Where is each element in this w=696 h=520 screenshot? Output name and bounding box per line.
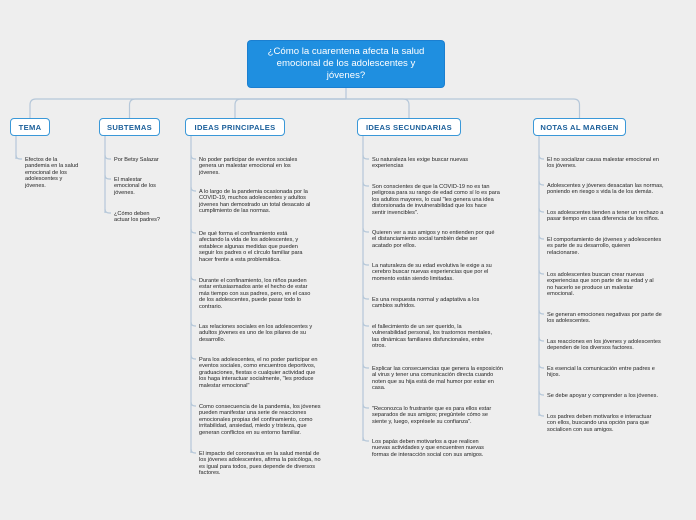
branch-item[interactable]: Para los adolescentes, el no poder participar en eventos sociales, como encuentros deportivos, graduaciones, fiestas o cualquier actividad que los haga interactuar socialmente, "les produce malestar emocional" — [199, 357, 318, 389]
branch-item[interactable]: Durante el confinamiento, los niños pueden estar entusiasmados ante el hecho de estar más tiempo con sus padres, pero, en el caso de los adolescentes, puede pasar todo lo contrario. — [199, 278, 311, 310]
branch-item[interactable]: Por Betsy Salazar — [114, 157, 159, 163]
item-connector-1-1 — [105, 175, 111, 179]
item-connector-3-6 — [363, 364, 369, 368]
branch-item[interactable]: Como consecuencia de la pandemia, los jóvenes pueden manifestar una serie de reacciones emocionales propias del confinamiento, como irritabilidad, ansiedad, miedo y tristeza, que generan conflictos en su entorno familiar. — [199, 404, 321, 436]
branch-item[interactable]: La naturaleza de su edad evolutiva le exige a su cerebro buscar nuevas experiencias que por el momento están siendo limitadas. — [372, 263, 492, 282]
branch-item[interactable]: Se debe apoyar y comprender a los jóvenes. — [547, 393, 659, 399]
item-connector-2-0 — [191, 155, 196, 159]
branch-connector-1 — [130, 99, 347, 118]
branch-item[interactable]: Quieren ver a sus amigos y no entienden por qué el distanciamiento social también debe ser acatado por ellos. — [372, 230, 495, 249]
branch-item[interactable]: Los padres deben motivarlos e interactuar con ellos, buscando una opción para que socialicen con sus amigos. — [547, 414, 652, 433]
branch-item[interactable]: De qué forma el confinamiento está afectando la vida de los adolescentes, y establece algunas medidas que pueden seguir los padres o el círculo familiar para hacer frente a esta problemática. — [199, 231, 303, 263]
branch-connector-2 — [235, 99, 346, 118]
item-connector-1-0 — [105, 155, 111, 159]
item-connector-3-0 — [363, 155, 369, 159]
item-connector-4-1 — [539, 181, 544, 185]
item-connector-4-6 — [539, 337, 544, 341]
branch-label: IDEAS SECUNDARIAS — [365, 122, 453, 132]
item-connector-2-3 — [191, 276, 196, 280]
branch-item[interactable]: Los adolescentes buscan crear nuevas experiencias que son parte de su edad y al no hacerlo se produce un malestar emocional. — [547, 272, 654, 298]
branch-item[interactable]: Adolescentes y jóvenes desacatan las normas, poniendo en riesgo s vida la de los demás. — [547, 183, 664, 196]
branch-notas-al-margen[interactable] — [533, 118, 626, 136]
item-connector-1-2 — [105, 209, 111, 213]
item-connector-0-0 — [16, 155, 22, 159]
branch-item[interactable]: No poder participar de eventos sociales genera un malestar emocional en los jóvenes. — [199, 157, 298, 176]
item-connector-4-3 — [539, 235, 544, 239]
item-connector-4-7 — [539, 364, 544, 368]
item-connector-2-5 — [191, 355, 196, 359]
item-connector-4-9 — [539, 412, 544, 416]
item-connector-2-1 — [191, 187, 196, 191]
branch-subtemas[interactable] — [99, 118, 160, 136]
branch-connector-4 — [346, 99, 580, 118]
branch-item[interactable]: Es esencial la comunicación entre padres e hijos. — [547, 366, 655, 379]
item-connector-4-2 — [539, 208, 544, 212]
branch-item[interactable]: ¿Cómo deben actuar los padres? — [114, 211, 161, 224]
branch-item[interactable]: Su naturaleza les exige buscar nuevas experiencias — [372, 157, 469, 170]
item-connector-3-4 — [363, 295, 369, 299]
central-topic-label: ¿Cómo la cuarentena afecta la salud emocional de los adolescentes y jóvenes? — [267, 46, 425, 81]
branch-ideas-secundarias[interactable] — [357, 118, 461, 136]
branch-ideas-principales[interactable] — [185, 118, 285, 136]
item-connector-4-0 — [539, 155, 544, 159]
item-connector-2-2 — [191, 229, 196, 233]
item-connector-4-8 — [539, 391, 544, 395]
branch-item[interactable]: Se generan emociones negativas por parte de los adolescentes. — [547, 312, 662, 325]
branch-tema[interactable] — [10, 118, 50, 136]
branch-item[interactable]: Los papás deben motivarlos a que realicen nuevas actividades y que encuentren nuevas formas de interacción social con sus amigos. — [372, 439, 484, 458]
branch-item[interactable]: Son conscientes de que la COVID-19 no es tan peligrosa para su rango de edad como sí lo es para los adultos mayores, lo cual "les genera una idea distorsionada de invulnerabilidad que los hace sentir invencibles". — [372, 184, 500, 216]
item-connector-2-6 — [191, 402, 196, 406]
branch-item[interactable]: A lo largo de la pandemia ocasionada por la COVID-19, muchos adolescentes y adultos jóvenes han demostrado un total desacato al cumplimiento de las normas. — [199, 189, 311, 215]
item-connector-3-5 — [363, 322, 369, 326]
branch-item[interactable]: Los adolescentes tienden a tener un rechazo a pasar tiempo en casa diferencia de los niños. — [547, 210, 664, 223]
branch-label: NOTAS AL MARGEN — [540, 122, 619, 132]
branch-label: TEMA — [18, 122, 42, 132]
item-connector-3-1 — [363, 182, 369, 186]
branch-item[interactable]: El no socializar causa malestar emocional en los jóvenes. — [547, 157, 659, 170]
branch-item[interactable]: "Reconozca lo frustrante que es para ellos estar separados de sus amigos; pregúntele cómo se siente y, luego, exprésele su confianza". — [372, 406, 492, 425]
item-connector-2-4 — [191, 322, 196, 326]
branch-item[interactable]: Explicar las consecuencias que genera la exposición al virus y tener una comunicación directa cuando noten que su hija está de mal humor por estar en casa. — [372, 366, 503, 392]
item-connector-3-7 — [363, 404, 369, 408]
item-connector-3-3 — [363, 261, 369, 265]
branch-connector-3 — [346, 99, 409, 118]
branch-label: SUBTEMAS — [106, 122, 152, 132]
branch-item[interactable]: el fallecimiento de un ser querido, la vulnerabilidad personal, los trastornos mentales, las dinámicas familiares disfuncionales, entre otros. — [372, 324, 493, 350]
branch-item[interactable]: El comportamiento de jóvenes y adolescentes es parte de su desarrollo, quieren relacionarse. — [547, 237, 662, 256]
branch-item[interactable]: Las reacciones en los jóvenes y adolescentes dependen de los diversos factores. — [547, 339, 661, 352]
branch-item[interactable]: El malestar emocional de los jóvenes. — [114, 177, 156, 196]
central-topic[interactable] — [248, 41, 444, 87]
item-connector-3-2 — [363, 228, 369, 232]
branch-item[interactable]: El impacto del coronavirus en la salud mental de los jóvenes adolescentes, afirma la psicóloga, no es igual para todos, pues depende de diversos factores. — [199, 451, 321, 477]
item-connector-2-7 — [191, 449, 196, 453]
branch-item[interactable]: Es una respuesta normal y adaptativa a los cambios sufridos. — [372, 297, 480, 310]
item-connector-3-8 — [363, 437, 369, 441]
branch-item[interactable]: Las relaciones sociales en los adolescentes y adultos jóvenes es uno de los pilares de su desarrollo. — [199, 324, 313, 343]
branch-item[interactable]: Efectos de la pandemia en la salud emocional de los adolescentes y jóvenes. — [25, 157, 79, 189]
item-connector-4-4 — [539, 270, 544, 274]
branch-label: IDEAS PRINCIPALES — [194, 122, 276, 132]
item-connector-4-5 — [539, 310, 544, 314]
branch-connector-0 — [30, 99, 346, 118]
